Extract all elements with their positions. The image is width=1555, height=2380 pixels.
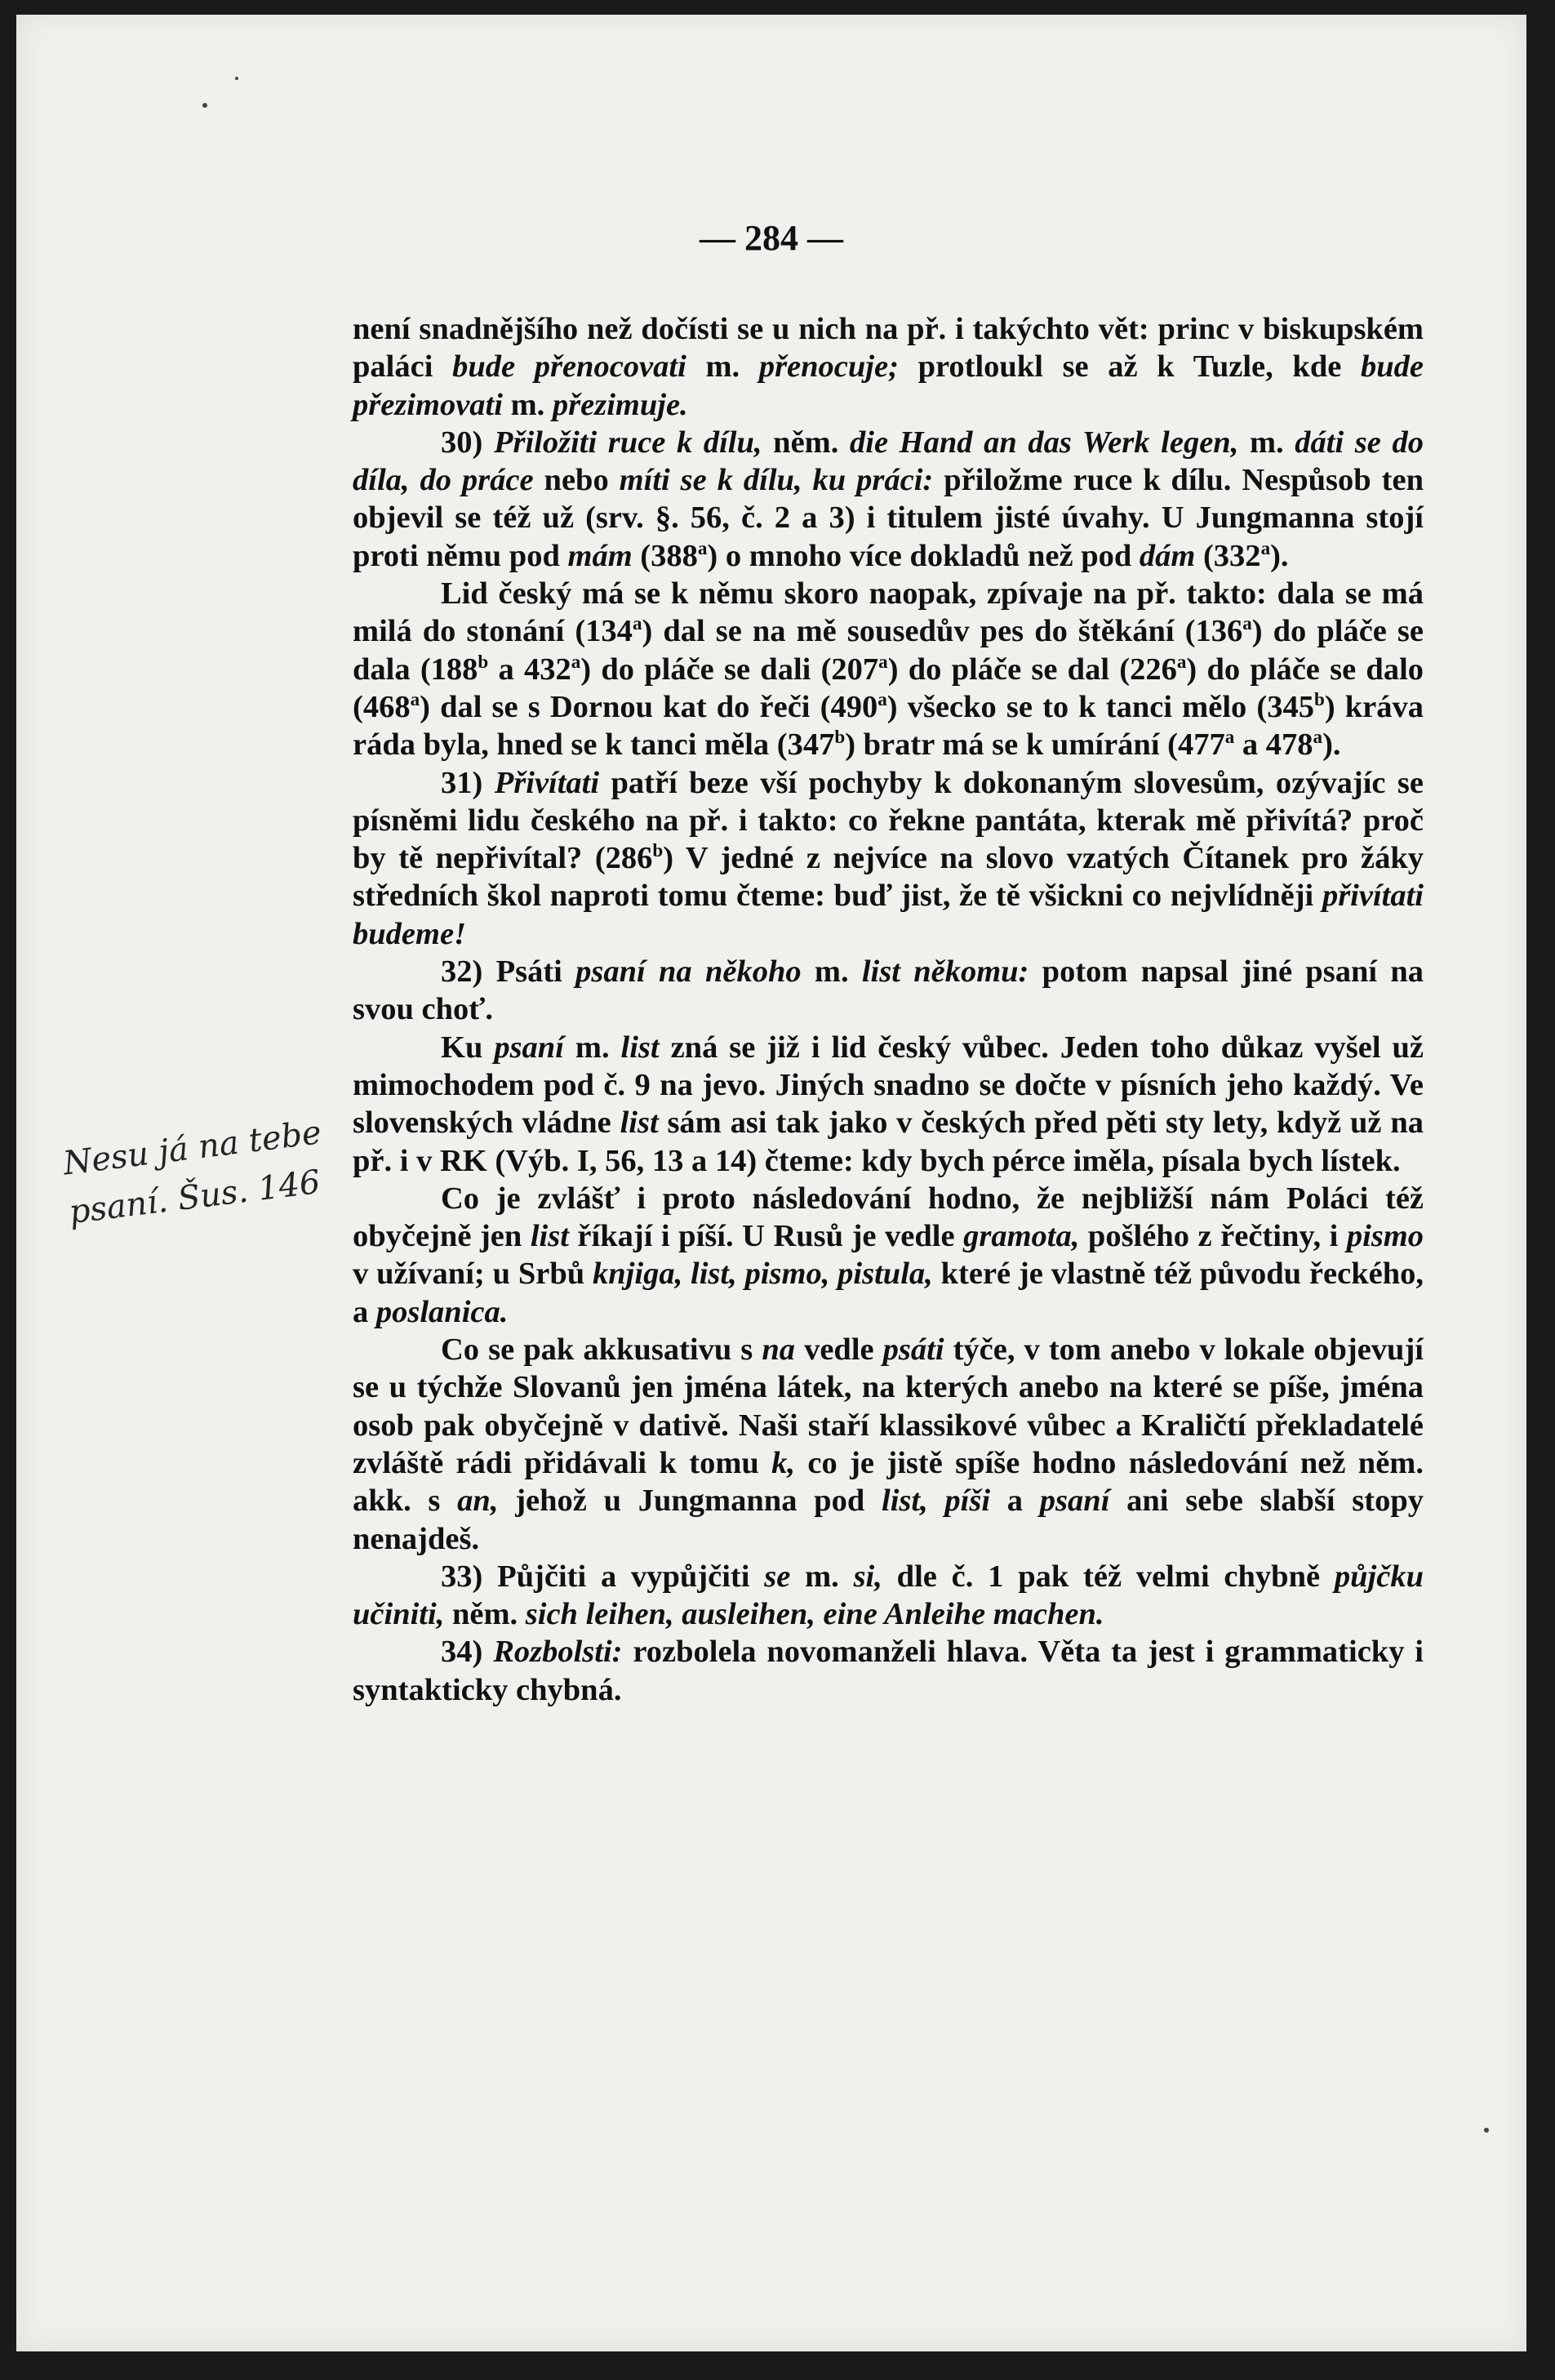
- paper-speck: [1484, 2128, 1489, 2133]
- marginal-note-line-1: Nesu já na tebe: [60, 1114, 324, 1183]
- paper-speck: [202, 103, 207, 108]
- handwritten-marginal-note: [60, 1102, 380, 1237]
- paragraph-10: 34) Rozbolsti: rozbolela novomanželi hlava. Věta ta jest i grammaticky i syntakticky chybná.: [353, 1635, 1424, 1707]
- page-number: — 284 —: [700, 218, 843, 258]
- paragraph-7: Co je zvlášť i proto následování hodno, že nejbližší nám Poláci též obyčejně jen list říkají i píší. U Rusů je vedle gramota, pošlého z řečtiny, i pismo v užívaní; u Srbů knjiga, list, pismo, pistula, které je vlastně též původu řeckého, a poslanica.: [353, 1181, 1424, 1329]
- paragraph-1: není snadnějšího než dočísti se u nich na př. i takýchto vět: princ v biskupském paláci bude přenocovati m. přenocuje; protloukl se až k Tuzle, kde bude přezimovati m. přezimuje.: [353, 312, 1424, 422]
- text-body: [353, 310, 1424, 1709]
- paragraph-3: Lid český má se k němu skoro naopak, zpívaje na př. takto: dala se má milá do stonání (134$^a$) dal se na mě sousedův pes do štěkání (136$^a$) do pláče se dala (188$^b$ a 432$^a$) do pláče se dali (207$^a$) do pláče se dal (226$^a$) do pláče se dalo (468$^a$) dal se s Dornou kat do řeči (490$^a$) všecko se to k tanci mělo (345$^b$) kráva ráda byla, hned se k tanci měla (347$^b$) bratr má se k umírání (477$^a$ a 478$^a$).: [353, 576, 1424, 763]
- paragraph-5: 32) Psáti psaní na někoho m. list někomu: potom napsal jiné psaní na svou choť.: [353, 954, 1424, 1027]
- paragraph-4: 31) Přivítati patří beze vší pochyby k dokonaným slovesům, ozývajíc se písněmi lidu českého na př. i takto: co řekne pantáta, kterak mě přivítá? proč by tě nepřivítal? (286$^b$) V jedné z nejvíce na slovo vzatých Čítanek pro žáky středních škol naproti tomu čteme: buď jist, že tě všickni co nejvlídněji přivítati budeme!: [353, 765, 1424, 951]
- paragraph-2: 30) Přiložiti ruce k dílu, něm. die Hand an das Werk legen, m. dáti se do díla, do práce nebo míti se k dílu, ku práci: přiložme ruce k dílu. Nespůsob ten objevil se též už (srv. §. 56, č. 2 a 3) i titulem jisté úvahy. U Jungmanna stojí proti němu pod mám (388$^a$) o mnoho více dokladů než pod dám (332$^a$).: [353, 425, 1424, 573]
- paper-speck: [235, 77, 238, 80]
- paragraph-6: Ku psaní m. list zná se již i lid český vůbec. Jeden toho důkaz vyšel už mimochodem pod č. 9 na jevo. Jiných snadno se dočte v písních jeho každý. Ve slovenských vládne list sám asi tak jako v českých před pěti sty lety, když už na př. i v RK (Výb. I, 56, 13 a 14) čteme: kdy bych pérce iměla, písala bych lístek.: [353, 1030, 1424, 1178]
- document-page: [16, 15, 1526, 2351]
- paragraph-8: Co se pak akkusativu s na vedle psáti týče, v tom anebo v lokale objevují se u týchže Slovanů jen jména látek, na kterých anebo na které se píše, jména osob pak obyčejně v dativě. Naši staří klassikové vůbec a Kraličtí překladatelé zvláště rádi přidávali k tomu k, co je jistě spíše hodno následování než něm. akk. s an, jehož u Jungmanna pod list, píši a psaní ani sebe slabší stopy nenajdeš.: [353, 1332, 1424, 1556]
- paragraph-9: 33) Půjčiti a vypůjčiti se m. si, dle č. 1 pak též velmi chybně půjčku učiniti, něm. sich leihen, ausleihen, eine Anleihe machen.: [353, 1559, 1424, 1632]
- marginal-note-line-2: psaní. Šus. 146: [67, 1163, 322, 1232]
